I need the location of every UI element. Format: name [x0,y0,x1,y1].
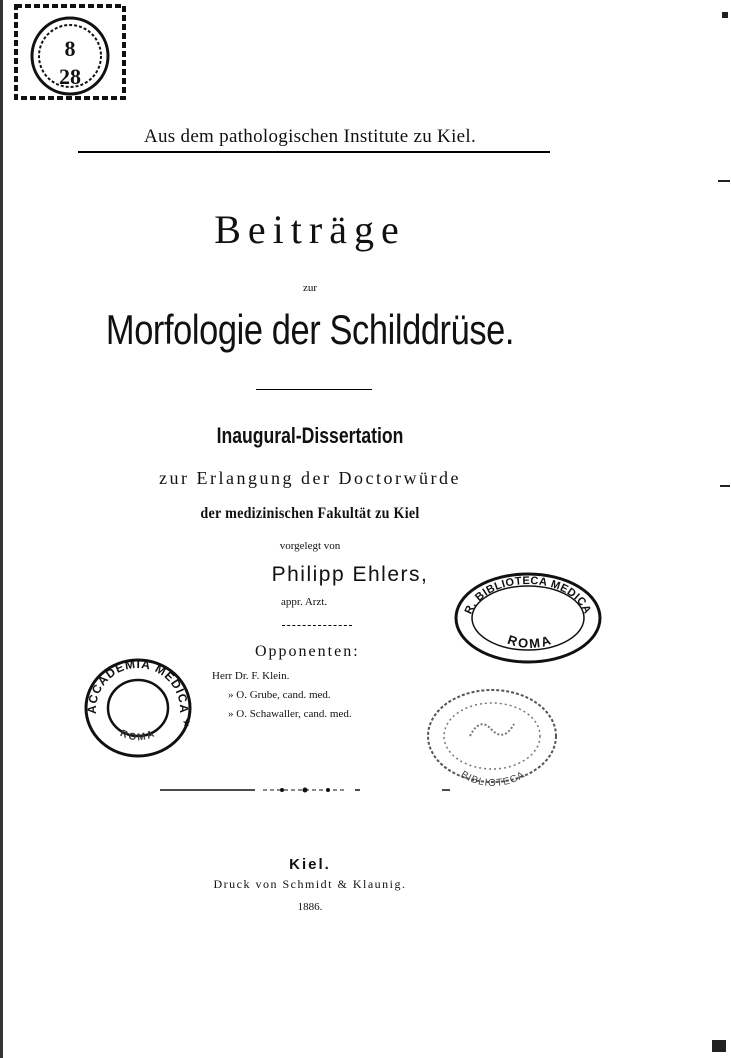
edge-speck [722,12,728,18]
faint-library-stamp [420,686,560,786]
presented-by: vorgelegt von [279,540,341,552]
title-subject: Morfologie der Schilddrüse. [105,306,515,353]
biblioteca-medica-stamp [452,570,604,666]
stamp-star-icon: ★ [182,718,191,729]
opponents-label: Opponenten: [255,643,360,660]
accademia-stamp-bottom: ROMA [118,728,158,744]
institute-line: Aus dem pathologischen Institute zu Kiel. [143,126,477,147]
svg-text:ACCADEMIA MEDICA [85,657,191,714]
opponent-item: » O. Grube, cand. med. [228,689,331,701]
imprint-place: Kiel. [289,856,331,873]
accademia-stamp-text: ACCADEMIA MEDICA [84,656,192,715]
biblioteca-stamp-text: R. BIBLIOTECA MEDICA [462,574,594,616]
faint-stamp-text: BIBLIOTECA [458,769,528,786]
imprint-printer: Druck von Schmidt & Klaunig. [213,877,407,891]
edge-speck [720,485,730,487]
corner-shelfmark-stamp [12,2,128,102]
dissertation-purpose: zur Erlangung der Doctorwürde [159,468,461,488]
author-name: Philipp Ehlers, [271,563,429,586]
header-rule [78,151,550,153]
dissertation-title: Inaugural-Dissertation [216,423,404,448]
svg-text:ROMA [506,632,555,651]
opponent-item: » O. Schawaller, cand. med. [228,708,352,720]
edge-speck [718,180,730,182]
title-divider [256,389,372,390]
ornamental-divider [160,784,450,796]
edge-speck [712,1040,726,1052]
author-title: appr. Arzt. [281,596,328,608]
corner-stamp-line2: 28 [59,64,81,89]
page-edge [0,0,3,1058]
svg-text:R. BIBLIOTECA MEDICA [463,575,594,616]
biblioteca-stamp-bottom: ROMA [505,631,555,652]
corner-stamp-line1: 8 [64,36,76,61]
title-main: Beiträge [214,207,406,252]
svg-text:BIBLIOTECA [459,769,528,786]
imprint-year: 1886. [297,901,323,913]
author-divider [282,625,352,626]
title-connector: zur [302,282,318,294]
dissertation-faculty: der medizinischen Fakultät zu Kiel [200,505,420,522]
opponent-item: Herr Dr. F. Klein. [212,670,290,682]
svg-text:ROMA [118,728,157,743]
accademia-medica-stamp [78,650,198,760]
